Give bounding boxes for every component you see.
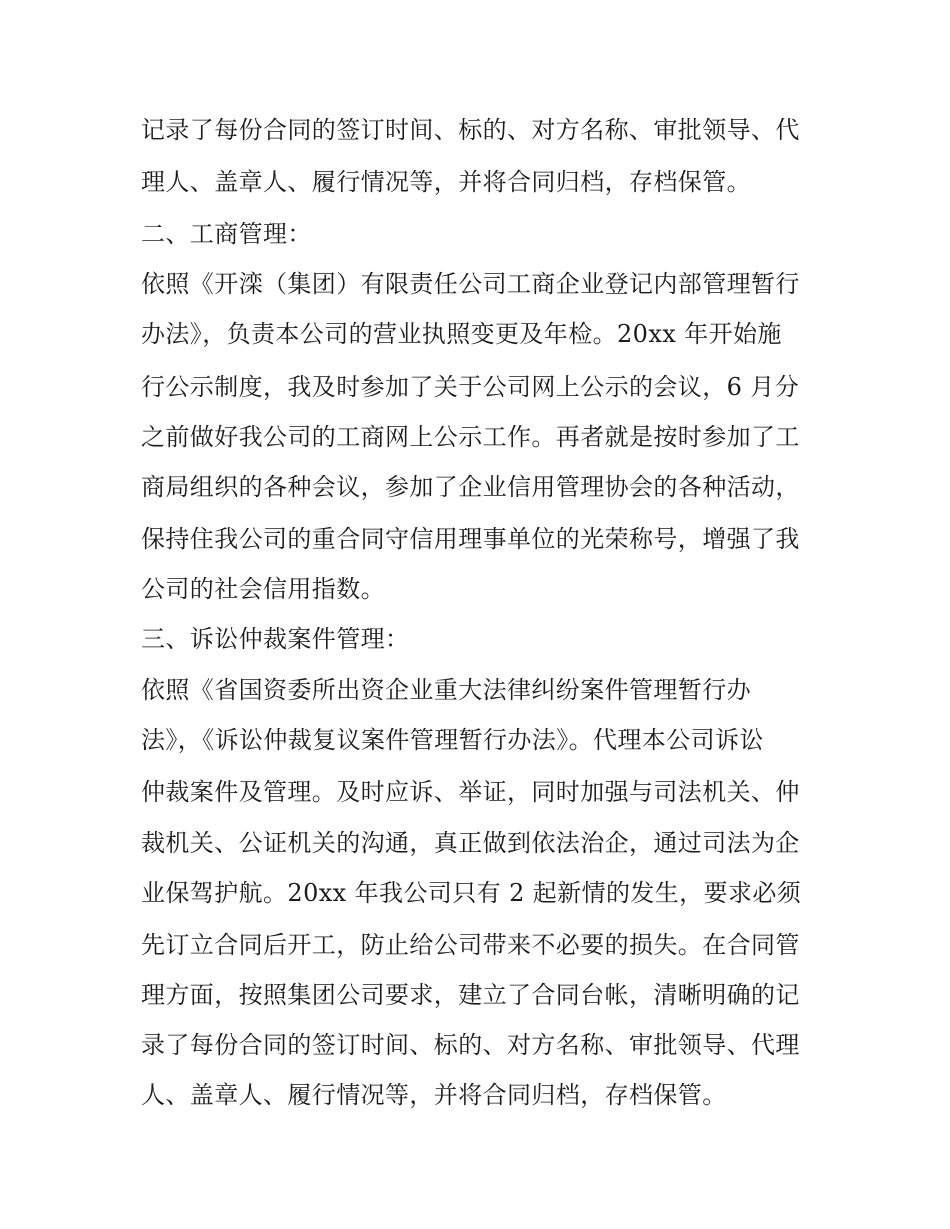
- text-line: 依照《省国资委所出资企业重大法律纠纷案件管理暂行办: [141, 676, 751, 704]
- text-line: 保持住我公司的重合同守信用理事单位的光荣称号，增强了我: [141, 525, 800, 553]
- text-line: 记录了每份合同的签订时间、标的、对方名称、审批领导、代: [141, 116, 800, 144]
- text-line: 办法》，负责本公司的营业执照变更及年检。20xx 年开始施: [141, 320, 782, 348]
- text-line: 业保驾护航。20xx 年我公司只有 2 起新情的发生，要求必须: [141, 879, 802, 907]
- text-line: 裁机关、公证机关的沟通，真正做到依法治企，通过司法为企: [141, 829, 800, 857]
- text-line: 理人、盖章人、履行情况等，并将合同归档，存档保管。: [141, 168, 751, 196]
- text-line: 先订立合同后开工，防止给公司带来不必要的损失。在合同管: [141, 931, 800, 959]
- text-line: 仲裁案件及管理。及时应诉、举证，同时加强与司法机关、仲: [141, 778, 800, 806]
- text-line: 依照《开滦（集团）有限责任公司工商企业登记内部管理暂行: [141, 270, 800, 298]
- text-line: 公司的社会信用指数。: [141, 575, 385, 603]
- text-line: 商局组织的各种会议，参加了企业信用管理协会的各种活动，: [141, 473, 800, 501]
- text-line: 理方面，按照集团公司要求，建立了合同台帐，清晰明确的记: [141, 981, 800, 1009]
- text-line: 人、盖章人、履行情况等，并将合同归档，存档保管。: [141, 1081, 727, 1109]
- text-line: 法》，《诉讼仲裁复议案件管理暂行办法》。代理本公司诉讼: [141, 726, 764, 754]
- text-line: 行公示制度，我及时参加了关于公司网上公示的会议，6 月分: [141, 373, 800, 401]
- section-heading: 二、工商管理：: [141, 220, 312, 248]
- section-heading: 三、诉讼仲裁案件管理：: [141, 625, 410, 653]
- text-line: 之前做好我公司的工商网上公示工作。再者就是按时参加了工: [141, 423, 800, 451]
- text-line: 录了每份合同的签订时间、标的、对方名称、审批领导、代理: [141, 1031, 800, 1059]
